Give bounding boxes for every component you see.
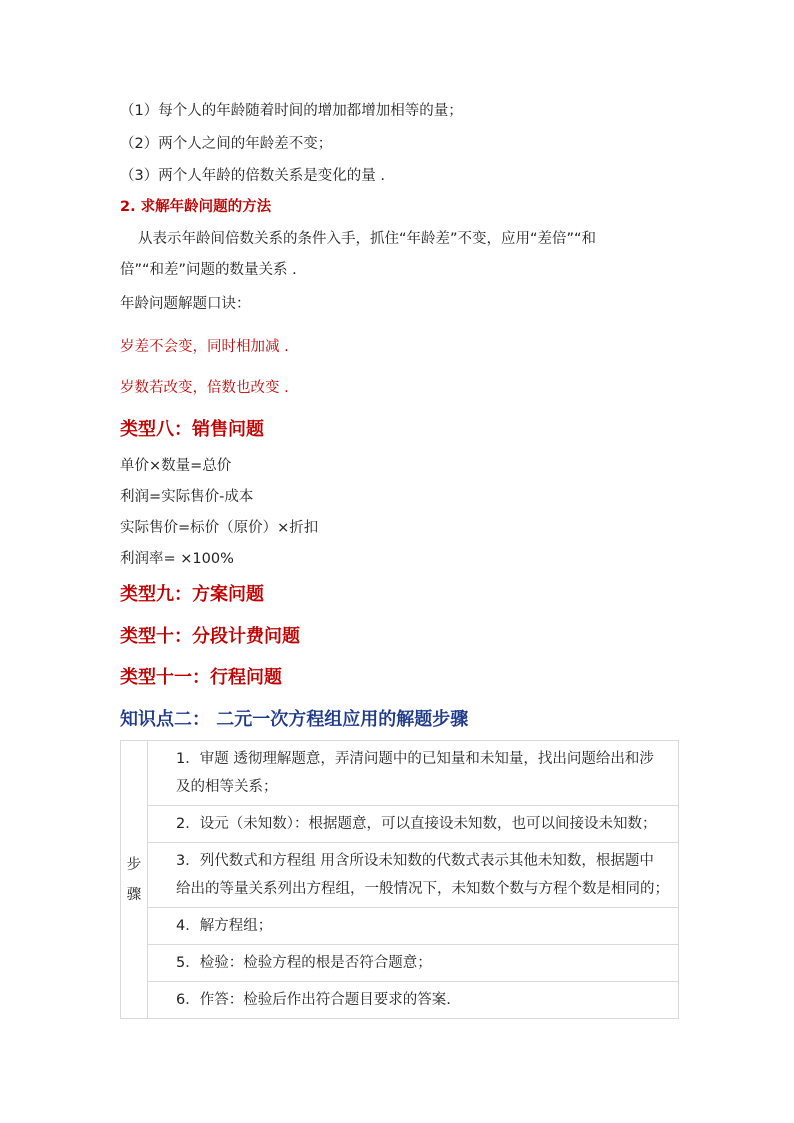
step-5-line1: 5．检验：检验方程的根是否符合题意； bbox=[176, 955, 432, 971]
table-row bbox=[121, 982, 679, 1019]
steps-table bbox=[120, 740, 679, 1019]
method-paragraph-line1: 从表示年龄间倍数关系的条件入手，抓住“年龄差”不变，应用“差倍”“和 bbox=[138, 231, 597, 247]
type8-title: 类型八：销售问题 bbox=[120, 419, 264, 440]
age-feature-2: （2）两个人之间的年龄差不变； bbox=[120, 136, 333, 152]
steps-label bbox=[121, 741, 148, 1019]
formula-profit-rate: 利润率= ×100% bbox=[120, 551, 234, 567]
step-6 bbox=[148, 982, 679, 1019]
table-row bbox=[121, 908, 679, 945]
age-feature-3: （3）两个人年龄的倍数关系是变化的量 . bbox=[120, 168, 385, 184]
age-feature-1: （1）每个人的年龄随着时间的增加都增加相等的量； bbox=[120, 103, 463, 119]
steps-label-char-2: 骤 bbox=[126, 886, 142, 903]
formula-total-price: 单价×数量=总价 bbox=[120, 458, 232, 474]
rhyme-title: 年龄问题解题口诀： bbox=[120, 296, 251, 312]
steps-label-char-1: 步 bbox=[126, 856, 142, 873]
table-row bbox=[121, 741, 679, 806]
step-2-line1: 2．设元（未知数）：根据题意，可以直接设未知数，也可以间接设未知数； bbox=[176, 816, 657, 832]
step-3 bbox=[148, 843, 679, 908]
step-1-line2: 及的相等关系； bbox=[176, 779, 278, 795]
table-row bbox=[121, 945, 679, 982]
table-row bbox=[121, 806, 679, 843]
formula-profit: 利润=实际售价-成本 bbox=[120, 489, 254, 505]
step-2 bbox=[148, 806, 679, 843]
rhyme-line-2: 岁数若改变，倍数也改变 . bbox=[120, 380, 289, 396]
type11-title: 类型十一：行程问题 bbox=[120, 667, 282, 688]
step-3-line1: 3．列代数式和方程组 用含所设未知数的代数式表示其他未知数，根据题中 bbox=[176, 853, 654, 869]
step-1 bbox=[148, 741, 679, 806]
step-6-line1: 6．作答：检验后作出符合题目要求的答案. bbox=[176, 992, 451, 1008]
step-4-line1: 4．解方程组； bbox=[176, 918, 273, 934]
rhyme-line-1: 岁差不会变，同时相加减 . bbox=[120, 339, 289, 355]
type10-title: 类型十：分段计费问题 bbox=[120, 626, 300, 647]
table-row bbox=[121, 843, 679, 908]
step-5 bbox=[148, 945, 679, 982]
type9-title: 类型九：方案问题 bbox=[120, 584, 264, 605]
knowledge2-title: 知识点二： 二元一次方程组应用的解题步骤 bbox=[120, 709, 469, 730]
method-heading: 2. 求解年龄问题的方法 bbox=[120, 199, 272, 215]
step-3-line2: 给出的等量关系列出方程组，一般情况下，未知数个数与方程个数是相同的； bbox=[176, 881, 669, 897]
step-1-line1: 1．审题 透彻理解题意，弄清问题中的已知量和未知量，找出问题给出和涉 bbox=[176, 751, 654, 767]
method-paragraph-line2: 倍”“和差”问题的数量关系 . bbox=[120, 262, 297, 278]
formula-actual-price: 实际售价=标价（原价）×折扣 bbox=[120, 520, 319, 536]
step-4 bbox=[148, 908, 679, 945]
